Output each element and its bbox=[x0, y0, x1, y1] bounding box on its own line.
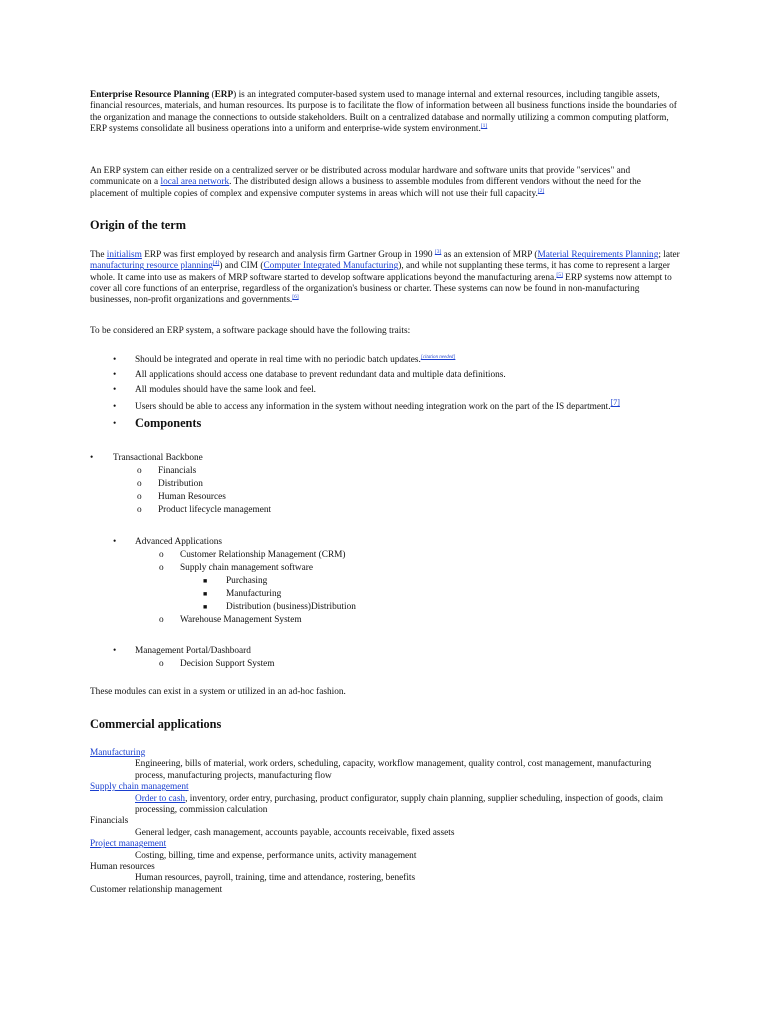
list-item bbox=[0, 614, 768, 627]
ref-link[interactable]: [5] bbox=[556, 271, 563, 278]
component-item: Supply chain management software bbox=[180, 563, 313, 573]
list-item bbox=[0, 355, 768, 370]
manufacturing-link[interactable]: Manufacturing bbox=[90, 748, 146, 758]
list-item bbox=[0, 397, 768, 416]
bullet-icon: • bbox=[113, 370, 117, 380]
text-run: ) and CIM ( bbox=[219, 261, 264, 272]
traits-intro: To be considered an ERP system, a software package should have the following traits: bbox=[90, 326, 411, 336]
section-heading-origin: Origin of the term bbox=[90, 218, 186, 232]
trait-text: All modules should have the same look and feel. bbox=[135, 385, 316, 395]
definition-term bbox=[90, 748, 680, 759]
circle-bullet-icon: o bbox=[159, 550, 164, 560]
circle-bullet-icon: o bbox=[159, 659, 164, 669]
list-item bbox=[0, 465, 768, 478]
list-item bbox=[0, 601, 768, 614]
component-item: Warehouse Management System bbox=[180, 615, 302, 625]
text-run: ; later bbox=[658, 250, 680, 260]
commercial-applications-list bbox=[90, 748, 680, 896]
list-item bbox=[0, 385, 768, 400]
ref-link[interactable]: [6] bbox=[292, 294, 299, 301]
component-item: Product lifecycle management bbox=[158, 505, 272, 515]
cim-link[interactable]: Computer Integrated Manufacturing bbox=[263, 261, 399, 272]
management-portal-label: Management Portal/Dashboard bbox=[135, 646, 251, 656]
component-item: Customer Relationship Management (CRM) bbox=[180, 550, 346, 560]
text-run: ( bbox=[209, 90, 215, 100]
definition-term bbox=[90, 782, 680, 793]
text-run: ERP was first employed by research and analysis firm Gartner Group in 1990 bbox=[141, 250, 435, 260]
text-run: ), and while not supplanting these terms, it has come to represent a larger whole. It came into use as makers of MRP software started to develop software applications beyond the manufacturing arena. bbox=[90, 261, 670, 283]
list-item bbox=[0, 536, 768, 549]
bullet-icon: • bbox=[113, 355, 117, 365]
definition-desc: Engineering, bills of material, work orders, scheduling, capacity, workflow management, quality control, cost management, manufacturing process, manufacturing projects, manufacturing flow bbox=[135, 759, 652, 781]
definition-term: Financials bbox=[90, 816, 129, 827]
bullet-icon: • bbox=[90, 453, 94, 463]
list-item bbox=[0, 370, 768, 385]
list-item bbox=[0, 575, 768, 588]
citation-needed-link[interactable]: [citation needed] bbox=[420, 354, 456, 360]
ref-link[interactable]: [2] bbox=[537, 187, 545, 194]
text-run: . The distributed design allows a business to assemble modules from different vendors without the need for the placement of multiple copies of complex and expensive computer systems in areas which will not use their full capacity. bbox=[90, 177, 641, 199]
circle-bullet-icon: o bbox=[137, 479, 142, 489]
component-item: Financials bbox=[158, 466, 197, 476]
modules-note: These modules can exist in a system or utilized in an ad-hoc fashion. bbox=[90, 687, 346, 697]
ref-link[interactable]: [1] bbox=[480, 122, 488, 129]
component-item: Decision Support System bbox=[180, 659, 275, 669]
square-bullet-icon: ■ bbox=[203, 603, 208, 611]
definition-desc: Costing, billing, time and expense, performance units, activity management bbox=[135, 850, 417, 861]
circle-bullet-icon: o bbox=[159, 563, 164, 573]
text-run: An ERP system can either reside on a centralized server or be distributed across modular hardware and software units that provide "services" and communicate on a bbox=[90, 166, 631, 188]
text-run: ) is an integrated computer-based system used to manage internal and external resources, including tangible assets, financial resources, materials, and human resources. Its purpose is to facilitate the flow of information between all business functions inside the boundaries of the organization and manage the connections to outside stakeholders. Built on a centralized database and normally utilizing a common computing platform, ERP systems consolidate all business operations into a uniform and enterprise-wide system environment. bbox=[90, 90, 677, 134]
bullet-icon: • bbox=[113, 385, 117, 395]
advanced-applications-label: Advanced Applications bbox=[135, 537, 223, 547]
text-run: The bbox=[90, 250, 107, 260]
text-run: , inventory, order entry, purchasing, product configurator, supply chain planning, supplier scheduling, inspection of goods, claim processing, commission calculation bbox=[135, 793, 663, 816]
component-item: Distribution (business)Distribution bbox=[226, 602, 356, 612]
component-item: Human Resources bbox=[158, 492, 226, 502]
text-run: as an extension of MRP ( bbox=[441, 250, 538, 260]
definition-term bbox=[90, 839, 680, 850]
list-item bbox=[0, 658, 768, 671]
ref-link[interactable]: [4] bbox=[212, 260, 220, 267]
components-list bbox=[0, 452, 768, 671]
definition-term: Human resources bbox=[90, 862, 155, 873]
square-bullet-icon: ■ bbox=[203, 590, 208, 598]
list-item bbox=[0, 562, 768, 575]
circle-bullet-icon: o bbox=[137, 505, 142, 515]
trait-text: All applications should access one database to prevent redundant data and multiple data definitions. bbox=[135, 370, 506, 380]
trait-text bbox=[135, 355, 455, 366]
term-erp: ERP bbox=[214, 90, 234, 100]
component-item: Purchasing bbox=[226, 576, 268, 586]
text-run: ERP systems now attempt to cover all core functions of an enterprise, regardless of the organization's business or charter. These systems can now be found in non-manufacturing businesses, non-profit organizations and governments. bbox=[90, 272, 672, 306]
bullet-icon: • bbox=[113, 402, 117, 412]
bullet-icon: • bbox=[113, 646, 117, 656]
project-management-link[interactable]: Project management bbox=[90, 839, 167, 850]
list-item bbox=[0, 504, 768, 517]
initialism-link[interactable]: initialism bbox=[106, 250, 142, 260]
ref-link[interactable]: [7] bbox=[610, 397, 620, 407]
intro-paragraph-2 bbox=[90, 166, 680, 200]
transactional-backbone-label: Transactional Backbone bbox=[113, 453, 203, 463]
bullet-icon: • bbox=[113, 537, 117, 547]
list-item bbox=[0, 452, 768, 465]
mrp-link[interactable]: Material Requirements Planning bbox=[537, 250, 659, 260]
list-item bbox=[0, 645, 768, 658]
definition-desc: Human resources, payroll, training, time and attendance, rostering, benefits bbox=[135, 873, 416, 884]
trait-text bbox=[135, 397, 620, 413]
order-to-cash-link[interactable]: Order to cash bbox=[135, 793, 186, 804]
square-bullet-icon: ■ bbox=[203, 577, 208, 585]
supply-chain-management-link[interactable]: Supply chain management bbox=[90, 782, 189, 793]
manufacturing-resource-planning-link[interactable]: manufacturing resource planning bbox=[90, 261, 213, 272]
bullet-icon: • bbox=[113, 419, 117, 429]
section-heading-commercial: Commercial applications bbox=[90, 717, 222, 731]
component-item: Distribution bbox=[158, 479, 203, 489]
text-run: Users should be able to access any information in the system without needing integration work on the part of the IS department. bbox=[135, 402, 611, 412]
circle-bullet-icon: o bbox=[159, 615, 164, 625]
text-run: Should be integrated and operate in real time with no periodic batch updates. bbox=[135, 355, 421, 365]
intro-paragraph bbox=[90, 90, 680, 135]
list-item bbox=[0, 588, 768, 601]
origin-paragraph bbox=[90, 250, 680, 307]
term-erp-full: Enterprise Resource Planning bbox=[90, 90, 210, 100]
circle-bullet-icon: o bbox=[137, 492, 142, 502]
section-heading-components: Components bbox=[135, 416, 202, 430]
list-item bbox=[0, 549, 768, 562]
circle-bullet-icon: o bbox=[137, 466, 142, 476]
definition-desc bbox=[135, 794, 680, 817]
definition-term: Customer relationship management bbox=[90, 884, 223, 895]
list-item bbox=[0, 416, 768, 434]
list-item bbox=[0, 491, 768, 504]
definition-desc: General ledger, cash management, accounts payable, accounts receivable, fixed assets bbox=[135, 827, 455, 838]
ref-link[interactable]: [3] bbox=[434, 248, 442, 255]
traits-list bbox=[0, 355, 768, 434]
list-item bbox=[0, 478, 768, 491]
component-item: Manufacturing bbox=[226, 589, 282, 599]
local-area-network-link[interactable]: local area network bbox=[160, 177, 230, 188]
